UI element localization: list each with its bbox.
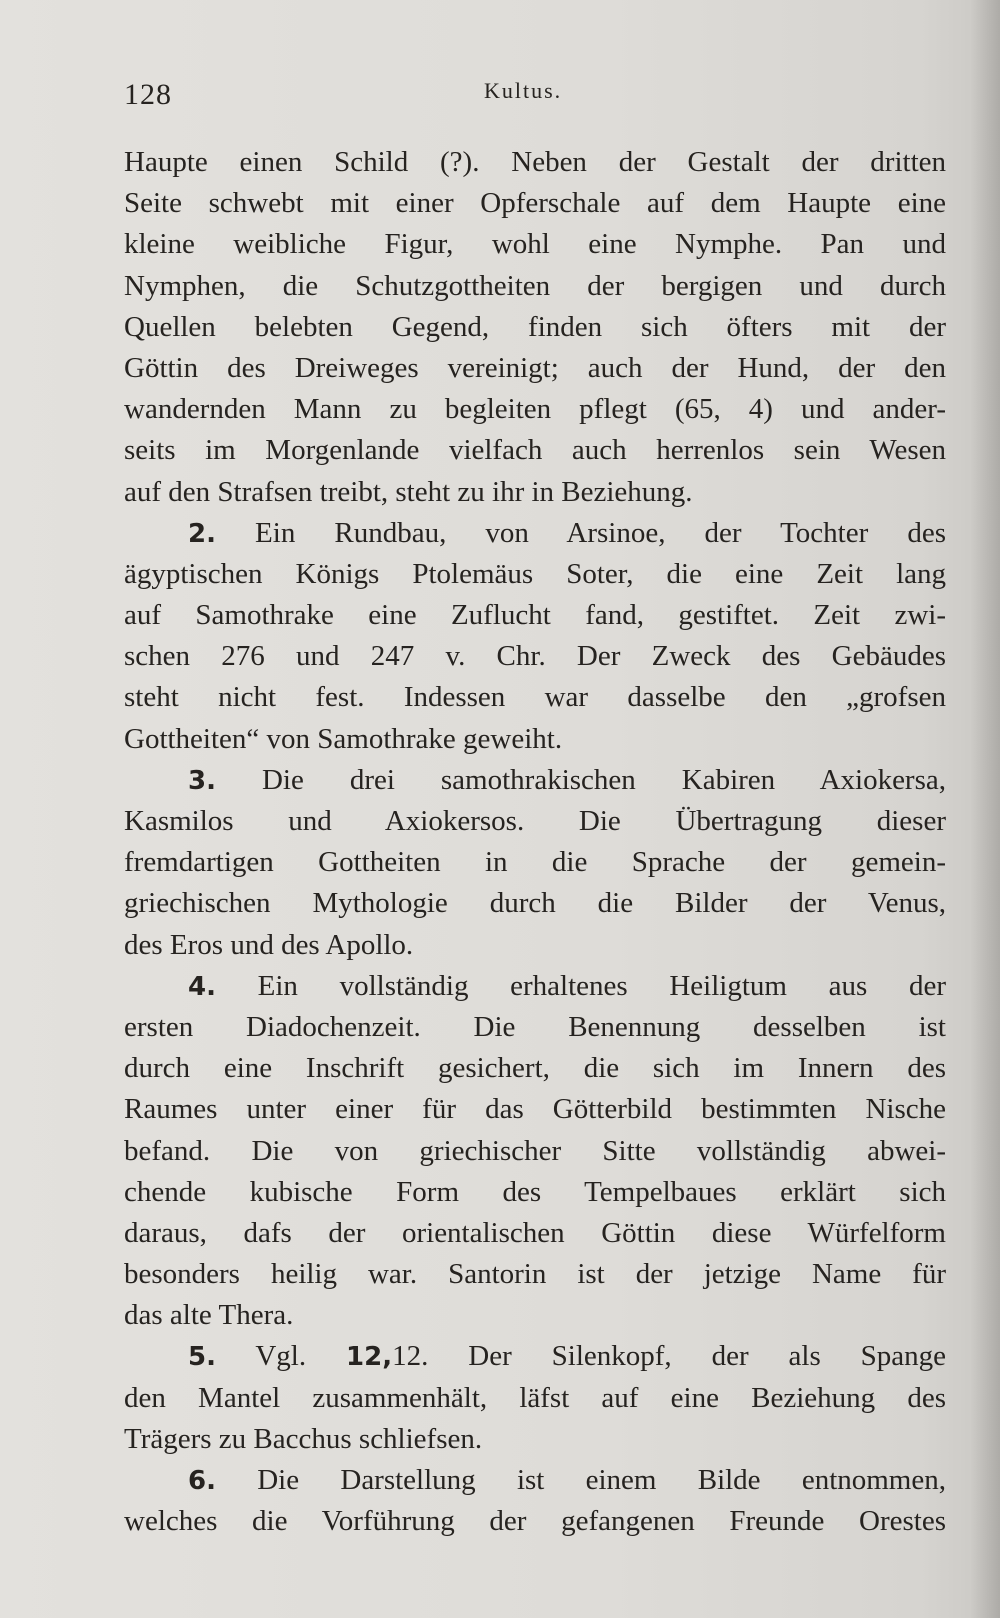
- text-line: Quellen belebten Gegend, finden sich öfters mit der: [124, 310, 946, 343]
- text-line: Haupte einen Schild (?). Neben der Gestalt der dritten: [124, 146, 946, 178]
- text-line: den Mantel zusammenhält, läfst auf eine Beziehung des: [124, 1381, 946, 1414]
- text-line: ersten Diadochenzeit. Die Benennung desselben ist: [124, 1010, 946, 1043]
- text-line: Gottheiten“ von Samothrake geweiht.: [124, 722, 563, 755]
- text-line: Göttin des Dreiweges vereinigt; auch der Hund, der den: [124, 351, 946, 384]
- note-4-first-line: [124, 966, 946, 1007]
- text-line: auf Samothrake eine Zuflucht fand, gestiftet. Zeit zwi-: [124, 599, 946, 632]
- text-line: durch eine Inschrift gesichert, die sich im Innern des: [124, 1052, 946, 1085]
- text-line: Trägers zu Bacchus schliefsen.: [124, 1422, 483, 1455]
- text-line: wandernden Mann zu begleiten pflegt (65, 4) und ander-: [124, 393, 946, 426]
- text-line: seits im Morgenlande vielfach auch herrenlos sein Wesen: [124, 434, 946, 467]
- note-text: Die drei samothrakischen Kabiren Axiokersa,: [261, 763, 946, 796]
- text-line: chende kubische Form des Tempelbaues erklärt sich: [124, 1175, 946, 1208]
- text-line: befand. Die von griechischer Sitte vollständig abwei-: [124, 1134, 946, 1167]
- text-line: schen 276 und 247 v. Chr. Der Zweck des Gebäudes: [124, 640, 946, 673]
- text-line: Raumes unter einer für das Götterbild bestimmten Nische: [124, 1093, 946, 1126]
- ref-bold-number: 12,: [346, 1342, 393, 1373]
- text-line: ägyptischen Königs Ptolemäus Soter, die eine Zeit lang: [124, 557, 946, 590]
- note-number-6: 6.: [188, 1466, 216, 1496]
- page-gutter-shadow: [970, 0, 1000, 1618]
- note-2-first-line: [124, 513, 946, 554]
- text-line: Nymphen, die Schutzgottheiten der bergigen und durch: [124, 269, 946, 302]
- text-line: griechischen Mythologie durch die Bilder der Venus,: [124, 887, 946, 920]
- ref-vgl: Vgl.: [255, 1340, 307, 1373]
- text-line: auf den Strafsen treibt, steht zu ihr in Beziehung.: [124, 475, 693, 508]
- text-line: besonders heilig war. Santorin ist der jetzige Name für: [124, 1258, 946, 1291]
- note-text: Ein vollständig erhaltenes Heiligtum aus der: [257, 969, 946, 1002]
- text-line: das alte Thera.: [124, 1299, 294, 1332]
- note-5-first-line: [124, 1336, 946, 1377]
- note-number-4: 4.: [188, 971, 216, 1002]
- running-head: [124, 78, 924, 118]
- note-number-2: 2.: [188, 518, 216, 549]
- text-line: daraus, dafs der orientalischen Göttin diese Würfelform: [124, 1216, 946, 1249]
- note-number-5: 5.: [188, 1342, 216, 1373]
- text-line: Seite schwebt mit einer Opferschale auf dem Haupte eine: [124, 187, 946, 220]
- text-line: kleine weibliche Figur, wohl eine Nymphe. Pan und: [124, 228, 946, 261]
- note-text: Der Silenkopf, der als Spange: [468, 1340, 947, 1373]
- body-text: [124, 142, 946, 1542]
- text-line: welches die Vorführung der gefangenen Freunde Orestes: [124, 1505, 946, 1538]
- text-line: Kasmilos und Axiokersos. Die Übertragung dieser: [124, 805, 946, 837]
- page-number: 128: [124, 78, 172, 111]
- note-3-first-line: [124, 760, 946, 801]
- note-text: Die Darstellung ist einem Bilde entnommen,: [257, 1464, 946, 1496]
- ref-small-number: 12.: [392, 1340, 429, 1373]
- note-text: Ein Rundbau, von Arsinoe, der Tochter des: [255, 516, 946, 549]
- text-line: steht nicht fest. Indessen war dasselbe den „grofsen: [124, 681, 946, 714]
- text-line: des Eros und des Apollo.: [124, 928, 414, 961]
- note-number-3: 3.: [188, 765, 216, 796]
- note-6-first-line: [124, 1460, 946, 1501]
- text-line: fremdartigen Gottheiten in die Sprache der gemein-: [124, 846, 946, 879]
- running-title: Kultus.: [484, 78, 563, 103]
